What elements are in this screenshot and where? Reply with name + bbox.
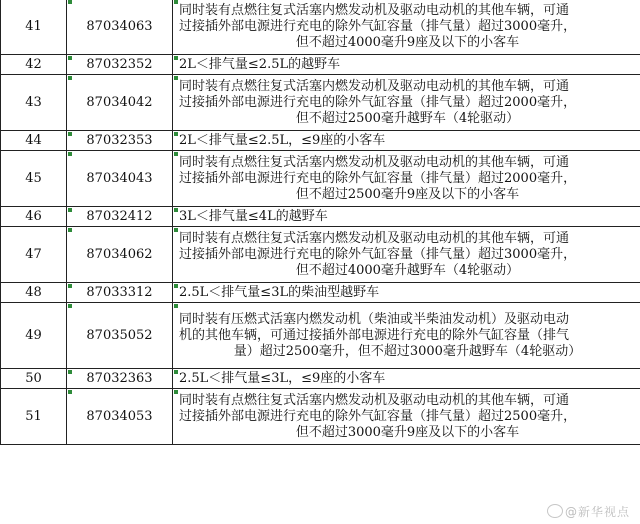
cell-corner-mark [68, 208, 72, 212]
cell-corner-mark [174, 56, 178, 60]
description-line: 但不超过4000毫升越野车（4轮驱动） [295, 262, 520, 278]
table-row [1, 75, 640, 131]
table-row [1, 227, 640, 283]
item-description [173, 207, 640, 227]
row-number: 48 [1, 283, 67, 303]
tariff-code: 87032352 [67, 55, 173, 75]
table-row [1, 283, 640, 303]
cell-corner-mark [174, 76, 178, 80]
table-row [1, 303, 640, 369]
table-row [1, 0, 640, 55]
cell-corner-mark [174, 304, 178, 308]
cell-corner-mark [68, 56, 72, 60]
description-line: 同时装有点燃往复式活塞内燃发动机及驱动电动机的其他车辆，可通 [179, 392, 570, 408]
tariff-code: 87032363 [67, 369, 173, 389]
item-description [173, 283, 640, 303]
tariff-table-body [1, 0, 640, 445]
cell-corner-mark [174, 228, 178, 232]
row-number: 50 [1, 369, 67, 389]
cell-corner-mark [68, 0, 72, 4]
description-line: 但不超过2500毫升越野车（4轮驱动） [295, 110, 520, 126]
tariff-code: 87034053 [67, 389, 173, 445]
row-number: 41 [1, 0, 67, 55]
item-description [173, 0, 640, 55]
description-line: 过接插外部电源进行充电的除外气缸容量（排气量）超过2000毫升， [179, 94, 577, 110]
cell-corner-mark [68, 304, 72, 308]
cell-corner-mark [68, 390, 72, 394]
table-row [1, 389, 640, 445]
cell-corner-mark [174, 284, 178, 288]
cell-corner-mark [174, 152, 178, 156]
cell-corner-mark [68, 152, 72, 156]
description-line: 2L＜排气量≤2.5L，≤9座的小客车 [179, 132, 386, 148]
row-number: 47 [1, 227, 67, 283]
tariff-code: 87033312 [67, 283, 173, 303]
row-number: 44 [1, 131, 67, 151]
cell-corner-mark [68, 132, 72, 136]
cell-corner-mark [174, 208, 178, 212]
description-line: 过接插外部电源进行充电的除外气缸容量（排气量）超过3000毫升， [179, 246, 577, 262]
description-line: 2L＜排气量≤2.5L的越野车 [179, 56, 341, 72]
description-line: 3L＜排气量≤4L的越野车 [179, 208, 328, 224]
item-description [173, 227, 640, 283]
item-description [173, 369, 640, 389]
cell-corner-mark [174, 390, 178, 394]
item-description [173, 75, 640, 131]
item-description [173, 389, 640, 445]
table-row [1, 207, 640, 227]
tariff-code: 87035052 [67, 303, 173, 369]
description-line: 但不超过2500毫升9座及以下的小客车 [295, 186, 520, 202]
watermark-text: @新华视点 [564, 505, 630, 519]
table-row [1, 55, 640, 75]
item-description [173, 131, 640, 151]
cell-corner-mark [174, 132, 178, 136]
watermark [547, 503, 630, 520]
tariff-code: 87034043 [67, 151, 173, 207]
tariff-code: 87032412 [67, 207, 173, 227]
cell-corner-mark [68, 284, 72, 288]
description-line: 机的其他车辆，可通过接插外部电源进行充电的除外气缸容量（排气 [179, 327, 570, 343]
row-number: 46 [1, 207, 67, 227]
description-line: 同时装有点燃往复式活塞内燃发动机及驱动电动机的其他车辆，可通 [179, 2, 570, 18]
description-line: 同时装有压燃式活塞内燃发动机（柴油或半柴油发动机）及驱动电动 [179, 311, 570, 327]
table-row [1, 151, 640, 207]
tariff-code: 87034062 [67, 227, 173, 283]
description-line: 过接插外部电源进行充电的除外气缸容量（排气量）超过2000毫升， [179, 170, 577, 186]
description-line: 2.5L＜排气量≤3L，≤9座的小客车 [179, 370, 386, 386]
description-line: 过接插外部电源进行充电的除外气缸容量（排气量）超过2500毫升， [179, 408, 577, 424]
cell-corner-mark [174, 0, 178, 4]
row-number: 42 [1, 55, 67, 75]
weibo-icon [547, 504, 563, 518]
description-line: 同时装有点燃往复式活塞内燃发动机及驱动电动机的其他车辆，可通 [179, 78, 570, 94]
item-description [173, 303, 640, 369]
description-line: 同时装有点燃往复式活塞内燃发动机及驱动电动机的其他车辆，可通 [179, 230, 570, 246]
row-number: 45 [1, 151, 67, 207]
description-line: 但不超过4000毫升9座及以下的小客车 [295, 34, 520, 50]
description-line: 量）超过2500毫升，但不超过3000毫升越野车（4轮驱动） [233, 343, 582, 359]
item-description [173, 55, 640, 75]
row-number: 51 [1, 389, 67, 445]
tariff-code: 87034063 [67, 0, 173, 55]
table-row [1, 131, 640, 151]
description-line: 2.5L＜排气量≤3L的柴油型越野车 [179, 284, 380, 300]
cell-corner-mark [68, 228, 72, 232]
description-line: 但不超过3000毫升9座及以下的小客车 [295, 424, 520, 440]
item-description [173, 151, 640, 207]
cell-corner-mark [68, 76, 72, 80]
tariff-code: 87034042 [67, 75, 173, 131]
cell-corner-mark [174, 370, 178, 374]
row-number: 43 [1, 75, 67, 131]
row-number: 49 [1, 303, 67, 369]
description-line: 同时装有点燃往复式活塞内燃发动机及驱动电动机的其他车辆，可通 [179, 154, 570, 170]
table-row [1, 369, 640, 389]
tariff-code: 87032353 [67, 131, 173, 151]
description-line: 过接插外部电源进行充电的除外气缸容量（排气量）超过3000毫升， [179, 18, 577, 34]
cell-corner-mark [68, 370, 72, 374]
